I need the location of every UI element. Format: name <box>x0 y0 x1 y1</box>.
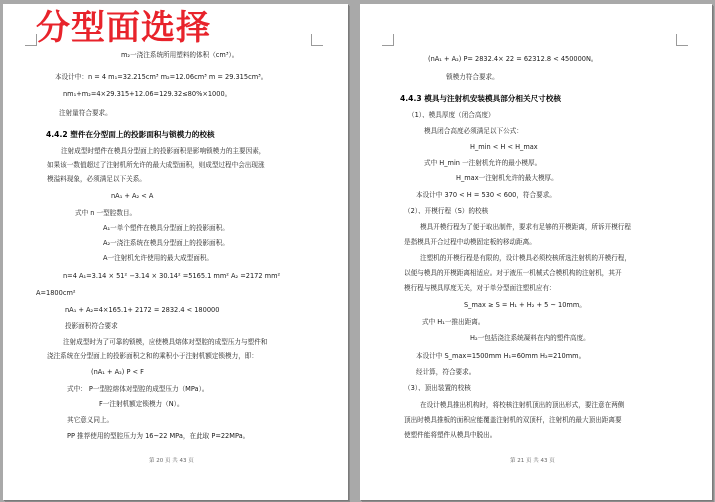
text-line: A₂一浇注系统在模具分型面上的投影面积。 <box>103 239 229 247</box>
text-line: 模具闭合高度必须满足以下公式： <box>424 127 523 135</box>
text-line: 浇注系统在分型面上的投影面积之和的乘积小于注射机额定锁模力，即： <box>47 352 258 360</box>
text-line: 式中 H₁一推出距离。 <box>422 318 485 326</box>
text-line: 注射成型时为了可靠的锁模，应使模具熔体对型腔的成型压力与塑件和 <box>63 338 268 346</box>
text-line: 模具开模行程为了便于取出制件，要求有足够的开模距离，所诉开模行程 <box>420 223 631 231</box>
text-line: 使塑件能将塑件从模具中脱出。 <box>404 431 497 439</box>
text-line: 本设计中 370 < H = 530 < 600，符合要求。 <box>416 191 556 199</box>
text-line: 模溢料现象，必须满足以下关系。 <box>47 175 146 183</box>
text-line: 顶出时模具推板的面积应能覆盖注射机的双顶杆，注射机的最大顶出距离要 <box>404 416 622 424</box>
text-line: H_max一注射机允许的最大模厚。 <box>456 174 558 182</box>
document-page-right <box>360 4 712 500</box>
section-heading: 4.4.3 模具与注射机安装模具部分相关尺寸校核 <box>400 94 561 103</box>
text-line: 本设计中：n = 4 m₁=32.215cm³ m₂=12.06cm³ m = 29.315cm³。 <box>55 73 268 81</box>
text-line: 模行程与模具厚度无关，对于单分型面注塑机应有： <box>404 284 556 292</box>
text-line: 注射成型时塑件在模具分型面上的投影面积是影响锁模力的主要因素， <box>61 147 266 155</box>
formula: A=1800cm² <box>36 289 76 297</box>
formula: S_max ≥ S = H₁ + H₂ + 5 ~ 10mm。 <box>464 301 586 309</box>
document-page-left <box>3 4 348 500</box>
margin-mark-top-left <box>382 34 394 46</box>
text-line: 式中： P一型腔熔体对型腔的成型压力（MPa）。 <box>67 385 209 393</box>
section-heading: 4.4.2 塑件在分型面上的投影面积与锁模力的校核 <box>46 130 215 139</box>
formula: n=4 A₁=3.14 × 51² −3.14 × 30.14² =5165.1 mm² A₂ =2172 mm² <box>63 272 281 280</box>
page-footer: 第 21 页 共 43 页 <box>510 458 555 464</box>
formula: nA₁ + A₂=4×165.1+ 2172 = 2832.4 < 180000 <box>65 306 220 314</box>
formula: (nA₁ + A₂) P= 2832.4× 22 = 62312.8 < 450000N。 <box>428 55 598 63</box>
text-line: H₂一包括浇注系统凝料在内的塑件高度。 <box>470 334 590 342</box>
text-line: 经计算，符合要求。 <box>416 368 476 376</box>
formula: nA₁ + A₂ < A <box>111 192 154 200</box>
text-line: nm₁+m₂=4×29.315+12.06=129.32≤80%×1000。 <box>63 90 232 98</box>
text-line: 在设计模具推出机构时，将校核注射机顶出的顶出形式，要注意在两侧 <box>420 401 625 409</box>
text-line: （1）、模具厚度（闭合高度） <box>408 111 495 119</box>
text-line: 本设计中 S_max=1500mm H₁=60mm H₂=210mm。 <box>416 352 586 360</box>
text-line: 其它意义同上。 <box>67 416 114 424</box>
text-line: 如果该一数值超过了注射机所允许的最大成型面积，则成型过程中会出现涨 <box>47 161 265 169</box>
formula: H_min < H < H_max <box>470 143 538 151</box>
text-line: 式中 H_min 一注射机允许的最小模厚。 <box>424 159 542 167</box>
margin-mark-top-right <box>311 34 323 46</box>
text-line: 注塑机的开模行程是有限的，设计模具必须校核所选注射机的开模行程， <box>420 254 631 262</box>
text-line: 式中 n 一型腔数目。 <box>75 209 137 217</box>
text-line: m₂一浇注系统所用塑料的体积（cm³）。 <box>121 51 239 59</box>
text-line: PP 推荐使用的型腔压力为 16~22 MPa，在此取 P=22MPa。 <box>67 432 250 440</box>
text-line: （3）、顶出装置的校核 <box>404 384 471 392</box>
text-line: 锁模力符合要求。 <box>446 73 499 81</box>
margin-mark-top-right <box>676 34 688 46</box>
text-line: 是指模具开合过程中动模固定板的移动距离。 <box>404 238 536 246</box>
text-line: 注射量符合要求。 <box>59 109 112 117</box>
overlay-title: 分型面选择 <box>36 8 211 48</box>
text-line: （2）、开模行程（S）的校核 <box>404 207 489 215</box>
text-line: 以便与模具的开模距离相适应。对于液压一机械式合模机构的注射机，其开 <box>404 269 622 277</box>
formula: (nA₁ + A₂) P < F <box>91 368 144 376</box>
text-line: F一注射机额定锁模力（N）。 <box>99 400 184 408</box>
page-footer: 第 20 页 共 43 页 <box>149 458 194 464</box>
text-line: A一注射机允许使用的最大成型面积。 <box>103 254 214 262</box>
text-line: 投影面积符合要求 <box>65 322 118 330</box>
text-line: A₁一单个塑件在模具分型面上的投影面积。 <box>103 224 229 232</box>
